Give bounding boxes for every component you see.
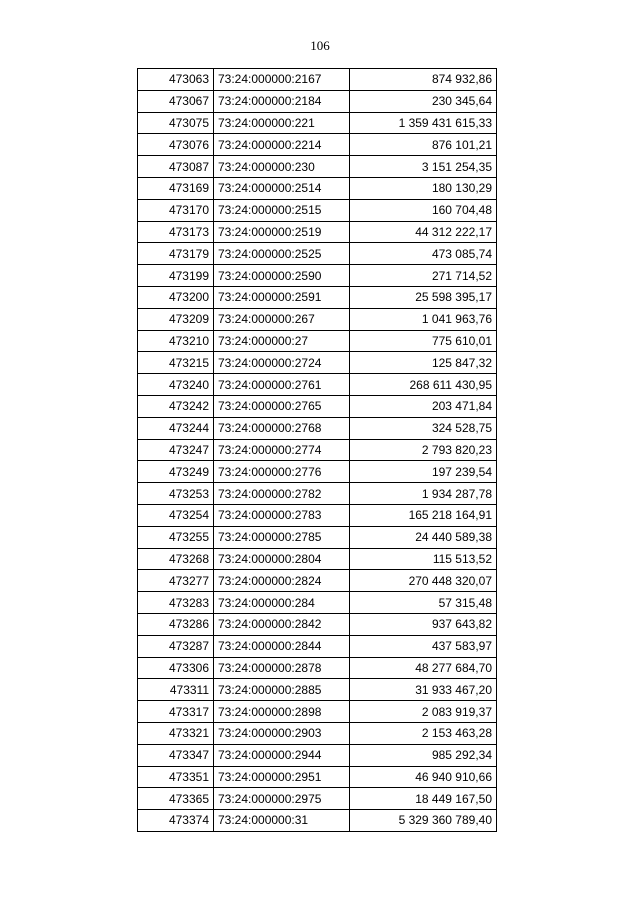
table-row xyxy=(138,265,497,287)
cadastral-number-cell: 73:24:000000:2842 xyxy=(214,613,350,635)
cadastral-number-cell: 73:24:000000:2591 xyxy=(214,286,350,308)
code-cell: 473244 xyxy=(138,417,214,439)
cadastral-number-cell: 73:24:000000:2785 xyxy=(214,526,350,548)
cadastral-number-cell: 73:24:000000:230 xyxy=(214,156,350,178)
cadastral-number-cell: 73:24:000000:2525 xyxy=(214,243,350,265)
table-row xyxy=(138,243,497,265)
cadastral-number-cell: 73:24:000000:2885 xyxy=(214,679,350,701)
table-row xyxy=(138,461,497,483)
value-cell: 160 704,48 xyxy=(350,199,497,221)
value-cell: 24 440 589,38 xyxy=(350,526,497,548)
code-cell: 473076 xyxy=(138,134,214,156)
cadastral-number-cell: 73:24:000000:2804 xyxy=(214,548,350,570)
code-cell: 473306 xyxy=(138,657,214,679)
table-row xyxy=(138,112,497,134)
value-cell: 271 714,52 xyxy=(350,265,497,287)
value-cell: 230 345,64 xyxy=(350,90,497,112)
table-row xyxy=(138,526,497,548)
table-row xyxy=(138,134,497,156)
cadastral-number-cell: 73:24:000000:2765 xyxy=(214,395,350,417)
table-row xyxy=(138,744,497,766)
code-cell: 473287 xyxy=(138,635,214,657)
value-cell: 115 513,52 xyxy=(350,548,497,570)
value-cell: 125 847,32 xyxy=(350,352,497,374)
code-cell: 473075 xyxy=(138,112,214,134)
table-row xyxy=(138,177,497,199)
value-cell: 437 583,97 xyxy=(350,635,497,657)
code-cell: 473209 xyxy=(138,308,214,330)
cadastral-number-cell: 73:24:000000:2167 xyxy=(214,69,350,91)
value-cell: 473 085,74 xyxy=(350,243,497,265)
cadastral-number-cell: 73:24:000000:2898 xyxy=(214,701,350,723)
cadastral-number-cell: 73:24:000000:2590 xyxy=(214,265,350,287)
cadastral-value-table xyxy=(137,68,497,832)
value-cell: 18 449 167,50 xyxy=(350,788,497,810)
code-cell: 473255 xyxy=(138,526,214,548)
value-cell: 31 933 467,20 xyxy=(350,679,497,701)
value-cell: 270 448 320,07 xyxy=(350,570,497,592)
table-row xyxy=(138,156,497,178)
code-cell: 473087 xyxy=(138,156,214,178)
cadastral-number-cell: 73:24:000000:2903 xyxy=(214,722,350,744)
code-cell: 473210 xyxy=(138,330,214,352)
cadastral-number-cell: 73:24:000000:2975 xyxy=(214,788,350,810)
value-cell: 874 932,86 xyxy=(350,69,497,91)
value-cell: 197 239,54 xyxy=(350,461,497,483)
code-cell: 473321 xyxy=(138,722,214,744)
code-cell: 473351 xyxy=(138,766,214,788)
value-cell: 1 359 431 615,33 xyxy=(350,112,497,134)
value-cell: 25 598 395,17 xyxy=(350,286,497,308)
value-cell: 1 041 963,76 xyxy=(350,308,497,330)
value-cell: 985 292,34 xyxy=(350,744,497,766)
code-cell: 473247 xyxy=(138,439,214,461)
code-cell: 473347 xyxy=(138,744,214,766)
cadastral-number-cell: 73:24:000000:2214 xyxy=(214,134,350,156)
table-row xyxy=(138,548,497,570)
table-row xyxy=(138,788,497,810)
code-cell: 473240 xyxy=(138,374,214,396)
cadastral-number-cell: 73:24:000000:31 xyxy=(214,810,350,832)
cadastral-number-cell: 73:24:000000:2768 xyxy=(214,417,350,439)
table-row xyxy=(138,69,497,91)
table-row xyxy=(138,90,497,112)
cadastral-number-cell: 73:24:000000:2878 xyxy=(214,657,350,679)
table-row xyxy=(138,504,497,526)
cadastral-number-cell: 73:24:000000:2514 xyxy=(214,177,350,199)
cadastral-number-cell: 73:24:000000:2761 xyxy=(214,374,350,396)
code-cell: 473063 xyxy=(138,69,214,91)
table-row xyxy=(138,679,497,701)
table-row xyxy=(138,199,497,221)
cadastral-number-cell: 73:24:000000:2783 xyxy=(214,504,350,526)
value-cell: 44 312 222,17 xyxy=(350,221,497,243)
code-cell: 473365 xyxy=(138,788,214,810)
code-cell: 473173 xyxy=(138,221,214,243)
table-row xyxy=(138,592,497,614)
table-row xyxy=(138,570,497,592)
code-cell: 473200 xyxy=(138,286,214,308)
code-cell: 473268 xyxy=(138,548,214,570)
cadastral-number-cell: 73:24:000000:284 xyxy=(214,592,350,614)
code-cell: 473215 xyxy=(138,352,214,374)
cadastral-number-cell: 73:24:000000:27 xyxy=(214,330,350,352)
cadastral-number-cell: 73:24:000000:2184 xyxy=(214,90,350,112)
code-cell: 473199 xyxy=(138,265,214,287)
code-cell: 473067 xyxy=(138,90,214,112)
value-cell: 46 940 910,66 xyxy=(350,766,497,788)
table-row xyxy=(138,286,497,308)
cadastral-number-cell: 73:24:000000:2951 xyxy=(214,766,350,788)
page-number: 106 xyxy=(310,38,330,53)
code-cell: 473254 xyxy=(138,504,214,526)
code-cell: 473286 xyxy=(138,613,214,635)
table-row xyxy=(138,766,497,788)
table-row xyxy=(138,613,497,635)
cadastral-number-cell: 73:24:000000:2776 xyxy=(214,461,350,483)
code-cell: 473170 xyxy=(138,199,214,221)
value-cell: 165 218 164,91 xyxy=(350,504,497,526)
code-cell: 473179 xyxy=(138,243,214,265)
table-row xyxy=(138,722,497,744)
table-row xyxy=(138,308,497,330)
code-cell: 473253 xyxy=(138,483,214,505)
value-cell: 937 643,82 xyxy=(350,613,497,635)
value-cell: 2 153 463,28 xyxy=(350,722,497,744)
table-row xyxy=(138,701,497,723)
cadastral-number-cell: 73:24:000000:2782 xyxy=(214,483,350,505)
value-cell: 268 611 430,95 xyxy=(350,374,497,396)
value-cell: 5 329 360 789,40 xyxy=(350,810,497,832)
value-cell: 3 151 254,35 xyxy=(350,156,497,178)
table-row xyxy=(138,374,497,396)
cadastral-number-cell: 73:24:000000:2824 xyxy=(214,570,350,592)
cadastral-number-cell: 73:24:000000:2519 xyxy=(214,221,350,243)
table-row xyxy=(138,417,497,439)
value-cell: 57 315,48 xyxy=(350,592,497,614)
value-cell: 2 793 820,23 xyxy=(350,439,497,461)
code-cell: 473242 xyxy=(138,395,214,417)
table-row xyxy=(138,330,497,352)
cadastral-number-cell: 73:24:000000:267 xyxy=(214,308,350,330)
table-row xyxy=(138,810,497,832)
table-row xyxy=(138,657,497,679)
cadastral-number-cell: 73:24:000000:2774 xyxy=(214,439,350,461)
value-cell: 1 934 287,78 xyxy=(350,483,497,505)
code-cell: 473169 xyxy=(138,177,214,199)
value-cell: 2 083 919,37 xyxy=(350,701,497,723)
code-cell: 473311 xyxy=(138,679,214,701)
code-cell: 473374 xyxy=(138,810,214,832)
cadastral-number-cell: 73:24:000000:2515 xyxy=(214,199,350,221)
table-row xyxy=(138,635,497,657)
value-cell: 775 610,01 xyxy=(350,330,497,352)
table-row xyxy=(138,352,497,374)
value-cell: 180 130,29 xyxy=(350,177,497,199)
table-row xyxy=(138,395,497,417)
code-cell: 473277 xyxy=(138,570,214,592)
value-cell: 324 528,75 xyxy=(350,417,497,439)
code-cell: 473249 xyxy=(138,461,214,483)
code-cell: 473283 xyxy=(138,592,214,614)
value-cell: 876 101,21 xyxy=(350,134,497,156)
table-row xyxy=(138,221,497,243)
table-body xyxy=(138,69,497,832)
table-row xyxy=(138,439,497,461)
cadastral-number-cell: 73:24:000000:221 xyxy=(214,112,350,134)
table-row xyxy=(138,483,497,505)
value-cell: 203 471,84 xyxy=(350,395,497,417)
cadastral-number-cell: 73:24:000000:2724 xyxy=(214,352,350,374)
value-cell: 48 277 684,70 xyxy=(350,657,497,679)
code-cell: 473317 xyxy=(138,701,214,723)
cadastral-number-cell: 73:24:000000:2944 xyxy=(214,744,350,766)
cadastral-number-cell: 73:24:000000:2844 xyxy=(214,635,350,657)
